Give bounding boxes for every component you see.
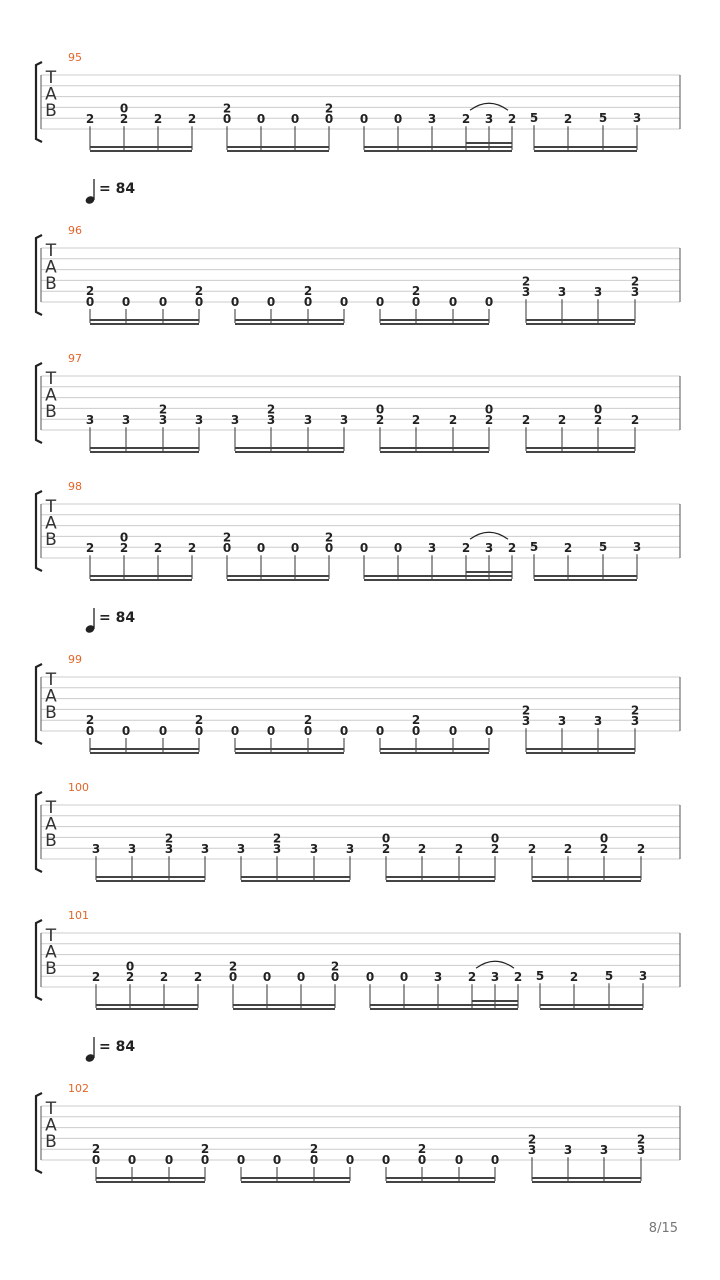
fret-number: 0 (158, 724, 168, 738)
fret-number: 2 (563, 541, 573, 556)
fret-number: 0 (200, 1153, 210, 1167)
fret-number: 3 (632, 540, 642, 555)
fret-number: 0 (121, 724, 131, 738)
fret-number: 2 (593, 413, 603, 428)
tab-clef-letter: B (45, 703, 57, 723)
beam (526, 451, 635, 453)
fret-number: 3 (630, 285, 640, 300)
fret-number: 3 (527, 1143, 537, 1158)
fret-number: 0 (599, 831, 609, 846)
fret-number: 2 (200, 1142, 210, 1157)
fret-number: 0 (230, 724, 240, 738)
fret-number: 0 (454, 1153, 464, 1167)
fret-number: 2 (461, 112, 471, 127)
fret-number: 2 (490, 842, 500, 857)
beam (235, 451, 344, 453)
fret-number: 0 (448, 295, 458, 309)
beam (532, 880, 641, 882)
fret-number: 5 (604, 969, 614, 984)
staff-system (36, 781, 680, 882)
beam (90, 319, 199, 321)
fret-number: 3 (272, 842, 282, 857)
fret-number: 0 (345, 1153, 355, 1167)
fret-number: 0 (484, 295, 494, 309)
tempo-marking: = 84 (99, 181, 136, 197)
tab-clef-letter: A (45, 513, 57, 534)
fret-number: 2 (119, 541, 129, 556)
tab-clef-letter: T (45, 1099, 57, 1119)
beam (90, 146, 192, 148)
fret-number: 2 (125, 970, 135, 985)
fret-number: 0 (256, 112, 266, 127)
beam (235, 748, 344, 750)
fret-number: 2 (630, 413, 640, 428)
fret-number: 2 (521, 274, 531, 289)
fret-number: 0 (121, 295, 131, 309)
beam (96, 1004, 198, 1006)
beam (235, 323, 344, 325)
beam (380, 748, 489, 750)
fret-number: 3 (593, 285, 603, 300)
fret-number: 2 (411, 413, 421, 428)
fret-number: 3 (230, 413, 240, 428)
fret-number: 0 (359, 541, 369, 556)
fret-number: 3 (345, 842, 355, 857)
tab-clef-letter: A (45, 1115, 57, 1136)
tab-clef-letter: B (45, 402, 57, 422)
fret-number: 3 (236, 842, 246, 857)
tab-clef-letter: A (45, 84, 57, 105)
fret-number: 0 (303, 724, 313, 738)
fret-number: 3 (427, 541, 437, 556)
tab-clef-letter: T (45, 497, 57, 517)
measure-number: 100 (68, 781, 89, 794)
fret-number: 3 (127, 842, 137, 857)
fret-number: 3 (630, 714, 640, 729)
fret-number: 0 (381, 831, 391, 846)
fret-number: 3 (484, 541, 494, 556)
fret-number: 3 (91, 842, 101, 857)
slur (476, 961, 514, 968)
slur (470, 532, 508, 539)
tab-clef-letter: B (45, 831, 57, 851)
fret-number: 3 (194, 413, 204, 428)
fret-number: 0 (85, 295, 95, 309)
beam (534, 575, 637, 577)
beam (227, 150, 329, 152)
fret-number: 0 (330, 970, 340, 985)
fret-number: 2 (557, 413, 567, 428)
fret-number: 3 (200, 842, 210, 857)
fret-number: 2 (411, 284, 421, 299)
fret-number: 0 (359, 112, 369, 127)
beam (380, 323, 489, 325)
beam (90, 575, 192, 577)
fret-number: 0 (375, 724, 385, 738)
fret-number: 5 (598, 111, 608, 126)
fret-number: 2 (303, 284, 313, 299)
fret-number: 5 (529, 540, 539, 555)
fret-number: 2 (513, 970, 523, 985)
staff-system (36, 1037, 680, 1183)
staff-system (36, 51, 680, 152)
beam (90, 748, 199, 750)
beam (386, 1177, 495, 1179)
fret-number: 0 (194, 295, 204, 309)
fret-number: 0 (484, 402, 494, 417)
beam (540, 1004, 643, 1006)
measure-number: 96 (68, 224, 82, 237)
fret-number: 0 (222, 112, 232, 127)
fret-number: 0 (324, 541, 334, 556)
fret-number: 2 (324, 101, 334, 116)
staff-system (36, 608, 680, 754)
fret-number: 2 (153, 541, 163, 556)
fret-number: 3 (484, 112, 494, 127)
fret-number: 2 (599, 842, 609, 857)
fret-number: 0 (158, 295, 168, 309)
fret-number: 2 (484, 413, 494, 428)
fret-number: 0 (381, 1153, 391, 1167)
fret-number: 2 (563, 112, 573, 127)
measure-number: 97 (68, 352, 82, 365)
fret-number: 2 (193, 970, 203, 985)
slur (470, 103, 508, 110)
beam (90, 150, 192, 152)
beam (370, 1004, 518, 1006)
tab-clef-letter: B (45, 101, 57, 121)
beam (235, 752, 344, 754)
fret-number: 0 (119, 101, 129, 116)
fret-number: 2 (461, 541, 471, 556)
fret-number: 0 (262, 970, 272, 985)
fret-number: 0 (164, 1153, 174, 1167)
fret-number: 2 (563, 842, 573, 857)
beam (386, 1181, 495, 1183)
staff-system (36, 352, 680, 453)
beam (532, 876, 641, 878)
fret-number: 0 (290, 112, 300, 127)
fret-number: 3 (599, 1143, 609, 1158)
beam (90, 451, 199, 453)
beam (386, 880, 495, 882)
fret-number: 0 (91, 1153, 101, 1167)
beam (526, 748, 635, 750)
fret-number: 2 (411, 713, 421, 728)
fret-number: 3 (164, 842, 174, 857)
fret-number: 5 (535, 969, 545, 984)
tab-clef-letter: T (45, 241, 57, 261)
staff-system (36, 179, 680, 325)
fret-number: 2 (527, 842, 537, 857)
fret-number: 0 (339, 295, 349, 309)
fret-number: 2 (636, 1132, 646, 1147)
tempo-marking: = 84 (99, 1039, 136, 1055)
beam (532, 1177, 641, 1179)
measure-number: 99 (68, 653, 82, 666)
fret-number: 0 (303, 295, 313, 309)
tab-clef-letter: A (45, 942, 57, 963)
beam (540, 1008, 643, 1010)
fret-number: 2 (158, 402, 168, 417)
fret-number: 3 (521, 714, 531, 729)
beam (364, 575, 512, 577)
fret-number: 0 (490, 831, 500, 846)
fret-number: 2 (91, 970, 101, 985)
fret-number: 2 (153, 112, 163, 127)
fret-number: 2 (324, 530, 334, 545)
fret-number: 3 (557, 714, 567, 729)
beam (370, 1008, 518, 1010)
fret-number: 3 (490, 970, 500, 985)
fret-number: 0 (290, 541, 300, 556)
beam (364, 579, 512, 581)
fret-number: 3 (557, 285, 567, 300)
fret-number: 2 (228, 959, 238, 974)
beam (466, 571, 512, 573)
fret-number: 3 (339, 413, 349, 428)
tab-clef-letter: B (45, 274, 57, 294)
fret-number: 2 (454, 842, 464, 857)
measure-number: 98 (68, 480, 82, 493)
fret-number: 0 (309, 1153, 319, 1167)
fret-number: 0 (228, 970, 238, 985)
fret-number: 3 (85, 413, 95, 428)
fret-number: 2 (309, 1142, 319, 1157)
beam (380, 752, 489, 754)
beam (526, 319, 635, 321)
fret-number: 3 (303, 413, 313, 428)
fret-number: 2 (375, 413, 385, 428)
beam (96, 880, 205, 882)
fret-number: 0 (230, 295, 240, 309)
beam (534, 146, 637, 148)
fret-number: 2 (272, 831, 282, 846)
beam (241, 1177, 350, 1179)
fret-number: 2 (164, 831, 174, 846)
fret-number: 3 (593, 714, 603, 729)
beam (241, 1181, 350, 1183)
beam (241, 880, 350, 882)
beam (534, 150, 637, 152)
beam (96, 1008, 198, 1010)
fret-number: 2 (187, 112, 197, 127)
beam (534, 579, 637, 581)
fret-number: 2 (85, 284, 95, 299)
fret-number: 0 (266, 295, 276, 309)
tab-clef-letter: B (45, 530, 57, 550)
fret-number: 3 (563, 1143, 573, 1158)
tab-clef-letter: T (45, 670, 57, 690)
tab-clef-letter: A (45, 814, 57, 835)
tab-clef-letter: T (45, 798, 57, 818)
page-number: 8/15 (648, 1221, 678, 1236)
fret-number: 0 (484, 724, 494, 738)
fret-number: 0 (266, 724, 276, 738)
fret-number: 2 (521, 703, 531, 718)
fret-number: 3 (121, 413, 131, 428)
fret-number: 0 (490, 1153, 500, 1167)
beam (472, 1000, 518, 1002)
fret-number: 3 (309, 842, 319, 857)
beam (90, 579, 192, 581)
fret-number: 3 (158, 413, 168, 428)
fret-number: 2 (636, 842, 646, 857)
staff-system (36, 480, 680, 581)
beam (380, 319, 489, 321)
beam (235, 447, 344, 449)
fret-number: 0 (85, 724, 95, 738)
fret-number: 2 (330, 959, 340, 974)
fret-number: 2 (85, 112, 95, 127)
beam (90, 752, 199, 754)
fret-number: 2 (266, 402, 276, 417)
fret-number: 2 (194, 284, 204, 299)
fret-number: 2 (521, 413, 531, 428)
fret-number: 0 (375, 295, 385, 309)
fret-number: 2 (630, 703, 640, 718)
tab-clef-letter: A (45, 385, 57, 406)
measure-number: 102 (68, 1082, 89, 1095)
fret-number: 0 (448, 724, 458, 738)
fret-number: 2 (187, 541, 197, 556)
beam (233, 1004, 335, 1006)
fret-number: 2 (569, 970, 579, 985)
fret-number: 2 (507, 112, 517, 127)
fret-number: 0 (272, 1153, 282, 1167)
tab-clef-letter: B (45, 959, 57, 979)
tab-clef-letter: T (45, 68, 57, 88)
fret-number: 3 (266, 413, 276, 428)
fret-number: 0 (236, 1153, 246, 1167)
fret-number: 2 (467, 970, 477, 985)
fret-number: 0 (296, 970, 306, 985)
fret-number: 2 (417, 1142, 427, 1157)
fret-number: 2 (417, 842, 427, 857)
fret-number: 0 (256, 541, 266, 556)
fret-number: 2 (527, 1132, 537, 1147)
beam (233, 1008, 335, 1010)
fret-number: 5 (529, 111, 539, 126)
fret-number: 2 (448, 413, 458, 428)
fret-number: 2 (303, 713, 313, 728)
beam (227, 146, 329, 148)
tempo-marking: = 84 (99, 610, 136, 626)
fret-number: 2 (119, 112, 129, 127)
staff-system (36, 909, 680, 1010)
beam (96, 1177, 205, 1179)
fret-number: 0 (365, 970, 375, 985)
fret-number: 2 (194, 713, 204, 728)
beam (90, 447, 199, 449)
tab-clef-letter: A (45, 257, 57, 278)
tab-clef-letter: A (45, 686, 57, 707)
fret-number: 3 (427, 112, 437, 127)
fret-number: 2 (85, 541, 95, 556)
beam (532, 1181, 641, 1183)
tab-clef-letter: T (45, 369, 57, 389)
fret-number: 2 (381, 842, 391, 857)
fret-number: 0 (593, 402, 603, 417)
beam (380, 447, 489, 449)
beam (526, 447, 635, 449)
measure-number: 101 (68, 909, 89, 922)
fret-number: 2 (159, 970, 169, 985)
fret-number: 0 (411, 724, 421, 738)
beam (526, 323, 635, 325)
beam (241, 876, 350, 878)
beam (96, 876, 205, 878)
fret-number: 2 (222, 530, 232, 545)
beam (90, 323, 199, 325)
fret-number: 0 (127, 1153, 137, 1167)
beam (526, 752, 635, 754)
fret-number: 3 (632, 111, 642, 126)
fret-number: 0 (194, 724, 204, 738)
fret-number: 0 (222, 541, 232, 556)
beam (364, 150, 512, 152)
fret-number: 0 (339, 724, 349, 738)
fret-number: 5 (598, 540, 608, 555)
fret-number: 3 (636, 1143, 646, 1158)
beam (96, 1181, 205, 1183)
fret-number: 0 (393, 541, 403, 556)
fret-number: 0 (393, 112, 403, 127)
fret-number: 2 (91, 1142, 101, 1157)
fret-number: 0 (375, 402, 385, 417)
fret-number: 0 (324, 112, 334, 127)
fret-number: 0 (399, 970, 409, 985)
tab-clef-letter: B (45, 1132, 57, 1152)
fret-number: 3 (433, 970, 443, 985)
beam (380, 451, 489, 453)
fret-number: 3 (521, 285, 531, 300)
beam (227, 575, 329, 577)
fret-number: 2 (630, 274, 640, 289)
measure-number: 95 (68, 51, 82, 64)
beam (235, 319, 344, 321)
fret-number: 2 (507, 541, 517, 556)
fret-number: 2 (85, 713, 95, 728)
fret-number: 3 (638, 969, 648, 984)
fret-number: 0 (417, 1153, 427, 1167)
beam (466, 142, 512, 144)
beam (227, 579, 329, 581)
fret-number: 0 (119, 530, 129, 545)
fret-number: 2 (222, 101, 232, 116)
fret-number: 0 (125, 959, 135, 974)
beam (364, 146, 512, 148)
tab-clef-letter: T (45, 926, 57, 946)
beam (386, 876, 495, 878)
fret-number: 0 (411, 295, 421, 309)
